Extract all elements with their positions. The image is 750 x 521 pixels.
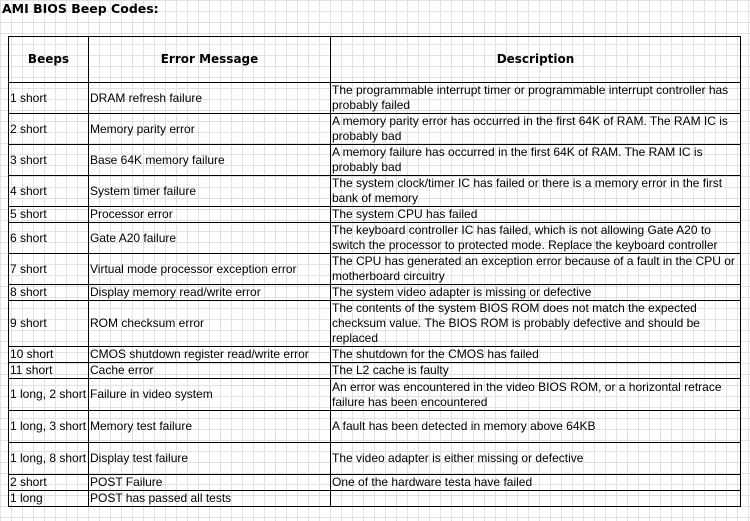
table-row: [9, 176, 741, 207]
table-row: [9, 285, 741, 301]
beeps-cell: 1 long, 8 short: [9, 443, 89, 475]
error-cell: System timer failure: [89, 176, 331, 207]
description-cell: One of the hardware testa have failed: [331, 475, 741, 491]
beeps-cell: 10 short: [9, 347, 89, 363]
description-cell: The video adapter is either missing or defective: [331, 443, 741, 475]
error-cell: Base 64K memory failure: [89, 145, 331, 176]
beeps-cell: 1 long, 2 short: [9, 379, 89, 411]
error-cell: Display test failure: [89, 443, 331, 475]
description-cell: The system CPU has failed: [331, 207, 741, 223]
table-row: [9, 223, 741, 254]
beeps-cell: 5 short: [9, 207, 89, 223]
error-cell: Cache error: [89, 363, 331, 379]
table-row: [9, 363, 741, 379]
error-cell: Processor error: [89, 207, 331, 223]
description-cell: A memory parity error has occurred in the first 64K of RAM. The RAM IC is probably bad: [331, 114, 741, 145]
beeps-cell: 2 short: [9, 475, 89, 491]
beeps-cell: 4 short: [9, 176, 89, 207]
description-cell: The L2 cache is faulty: [331, 363, 741, 379]
error-cell: Memory test failure: [89, 411, 331, 443]
table-row: [9, 443, 741, 475]
table-row: [9, 411, 741, 443]
beeps-cell: 2 short: [9, 114, 89, 145]
error-cell: DRAM refresh failure: [89, 83, 331, 114]
description-cell: [331, 491, 741, 507]
description-cell: The CPU has generated an exception error because of a fault in the CPU or motherboard circuitry: [331, 254, 741, 285]
table-row: [9, 475, 741, 491]
table-header-row: [9, 37, 741, 83]
error-cell: Virtual mode processor exception error: [89, 254, 331, 285]
beeps-cell: 1 long: [9, 491, 89, 507]
header-beeps: Beeps: [9, 37, 89, 83]
description-cell: The shutdown for the CMOS has failed: [331, 347, 741, 363]
beeps-cell: 9 short: [9, 301, 89, 347]
description-cell: The contents of the system BIOS ROM does not match the expected checksum value. The BIOS ROM is probably defective and should be replaced: [331, 301, 741, 347]
beeps-cell: 3 short: [9, 145, 89, 176]
error-cell: CMOS shutdown register read/write error: [89, 347, 331, 363]
error-cell: ROM checksum error: [89, 301, 331, 347]
table-row: [9, 83, 741, 114]
description-cell: The keyboard controller IC has failed, which is not allowing Gate A20 to switch the processor to protected mode. Replace the keyboard controller: [331, 223, 741, 254]
description-cell: The programmable interrupt timer or programmable interrupt controller has probably failed: [331, 83, 741, 114]
header-error-message: Error Message: [89, 37, 331, 83]
table-row: [9, 347, 741, 363]
description-cell: The system clock/timer IC has failed or there is a memory error in the first bank of memory: [331, 176, 741, 207]
table-row: [9, 491, 741, 507]
error-cell: Failure in video system: [89, 379, 331, 411]
error-cell: Gate A20 failure: [89, 223, 331, 254]
page-title: AMI BIOS Beep Codes:: [2, 1, 159, 16]
table-row: [9, 254, 741, 285]
error-cell: Display memory read/write error: [89, 285, 331, 301]
table-row: [9, 301, 741, 347]
beeps-cell: 1 long, 3 short: [9, 411, 89, 443]
error-cell: POST has passed all tests: [89, 491, 331, 507]
error-cell: POST Failure: [89, 475, 331, 491]
error-cell: Memory parity error: [89, 114, 331, 145]
description-cell: A fault has been detected in memory above 64KB: [331, 411, 741, 443]
table-row: [9, 379, 741, 411]
header-description: Description: [331, 37, 741, 83]
table-row: [9, 145, 741, 176]
description-cell: The system video adapter is missing or defective: [331, 285, 741, 301]
table-row: [9, 207, 741, 223]
beeps-cell: 8 short: [9, 285, 89, 301]
description-cell: A memory failure has occurred in the first 64K of RAM. The RAM IC is probably bad: [331, 145, 741, 176]
beeps-cell: 11 short: [9, 363, 89, 379]
beeps-cell: 1 short: [9, 83, 89, 114]
beep-codes-table: [8, 36, 741, 507]
beeps-cell: 7 short: [9, 254, 89, 285]
table-row: [9, 114, 741, 145]
description-cell: An error was encountered in the video BIOS ROM, or a horizontal retrace failure has been encountered: [331, 379, 741, 411]
beeps-cell: 6 short: [9, 223, 89, 254]
